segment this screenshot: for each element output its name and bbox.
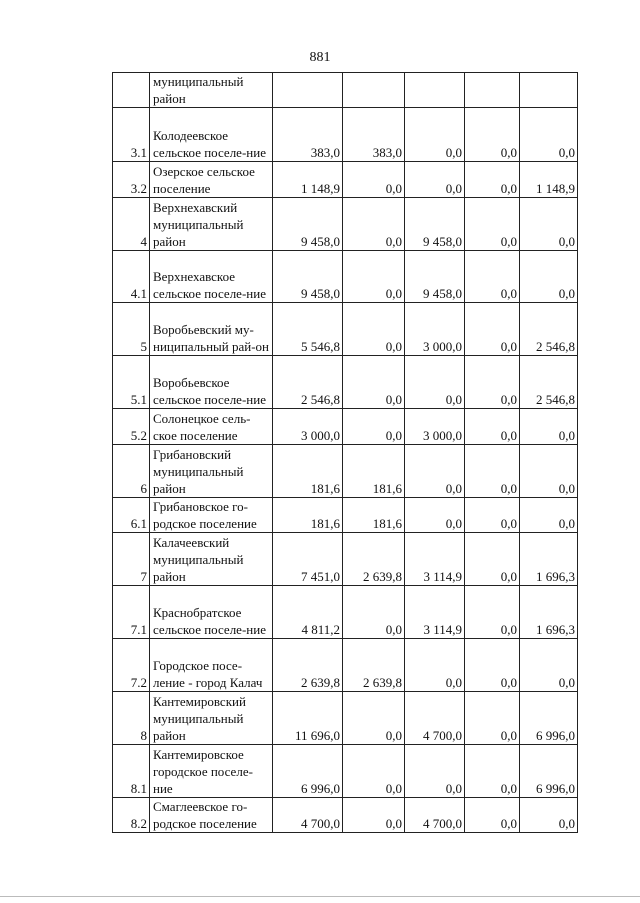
- table-row: [113, 533, 578, 586]
- value-cell-total: 7 451,0: [273, 533, 343, 586]
- value-cell-total: 2 639,8: [273, 639, 343, 692]
- value-cell-col3: [405, 73, 465, 108]
- value-cell-col5: 1 696,3: [520, 586, 578, 639]
- value-cell-col4: 0,0: [465, 409, 520, 445]
- value-cell-total: 4 811,2: [273, 586, 343, 639]
- row-number-cell: 8: [113, 692, 150, 745]
- table-row: [113, 198, 578, 251]
- table-row: [113, 303, 578, 356]
- table-row: [113, 498, 578, 533]
- value-cell-col3: 0,0: [405, 356, 465, 409]
- value-cell-col3: 0,0: [405, 108, 465, 162]
- value-cell-col2: 181,6: [343, 498, 405, 533]
- row-number-cell: 8.1: [113, 745, 150, 798]
- value-cell-col3: 0,0: [405, 639, 465, 692]
- municipality-name-cell: Смаглеевское го-родское поселение: [150, 798, 273, 833]
- value-cell-col5: 0,0: [520, 251, 578, 303]
- value-cell-col2: 0,0: [343, 798, 405, 833]
- value-cell-col3: 4 700,0: [405, 798, 465, 833]
- municipality-name-cell: Краснобратское сельское поселе-ние: [150, 586, 273, 639]
- table-row: [113, 251, 578, 303]
- value-cell-total: 9 458,0: [273, 198, 343, 251]
- municipality-name-cell: Солонецкое сель-ское поселение: [150, 409, 273, 445]
- value-cell-total: 3 000,0: [273, 409, 343, 445]
- value-cell-col2: 0,0: [343, 251, 405, 303]
- value-cell-total: 383,0: [273, 108, 343, 162]
- row-number-cell: 7.2: [113, 639, 150, 692]
- table-row: [113, 692, 578, 745]
- value-cell-col2: 0,0: [343, 692, 405, 745]
- table-body: [113, 73, 578, 833]
- value-cell-col5: 1 148,9: [520, 162, 578, 198]
- municipality-name-cell: Калачеевский муниципальный район: [150, 533, 273, 586]
- value-cell-col5: 2 546,8: [520, 303, 578, 356]
- value-cell-total: 181,6: [273, 445, 343, 498]
- value-cell-total: 181,6: [273, 498, 343, 533]
- table-row: [113, 639, 578, 692]
- value-cell-col4: 0,0: [465, 745, 520, 798]
- value-cell-col2: 0,0: [343, 409, 405, 445]
- value-cell-col2: 0,0: [343, 198, 405, 251]
- value-cell-total: 4 700,0: [273, 798, 343, 833]
- row-number-cell: 3.1: [113, 108, 150, 162]
- value-cell-total: 1 148,9: [273, 162, 343, 198]
- value-cell-col4: 0,0: [465, 162, 520, 198]
- page-bottom-divider: [0, 896, 640, 897]
- municipality-name-cell: Грибановский муниципальный район: [150, 445, 273, 498]
- value-cell-total: 9 458,0: [273, 251, 343, 303]
- value-cell-col4: [465, 73, 520, 108]
- value-cell-col3: 0,0: [405, 498, 465, 533]
- municipality-name-cell: Колодеевское сельское поселе-ние: [150, 108, 273, 162]
- table-row: [113, 356, 578, 409]
- municipality-name-cell: Грибановское го-родское поселение: [150, 498, 273, 533]
- row-number-cell: 8.2: [113, 798, 150, 833]
- value-cell-col2: 2 639,8: [343, 533, 405, 586]
- value-cell-col3: 9 458,0: [405, 198, 465, 251]
- row-number-cell: 6: [113, 445, 150, 498]
- value-cell-col3: 3 000,0: [405, 303, 465, 356]
- table-row: [113, 798, 578, 833]
- value-cell-col4: 0,0: [465, 356, 520, 409]
- row-number-cell: [113, 73, 150, 108]
- value-cell-col2: 181,6: [343, 445, 405, 498]
- value-cell-col2: 0,0: [343, 586, 405, 639]
- value-cell-col3: 0,0: [405, 162, 465, 198]
- value-cell-col3: 4 700,0: [405, 692, 465, 745]
- value-cell-col5: 0,0: [520, 798, 578, 833]
- value-cell-col2: 383,0: [343, 108, 405, 162]
- value-cell-col2: 2 639,8: [343, 639, 405, 692]
- municipality-name-cell: Воробьевское сельское поселе-ние: [150, 356, 273, 409]
- table-row: [113, 73, 578, 108]
- value-cell-col5: 2 546,8: [520, 356, 578, 409]
- row-number-cell: 4.1: [113, 251, 150, 303]
- table-row: [113, 586, 578, 639]
- value-cell-col4: 0,0: [465, 586, 520, 639]
- value-cell-col4: 0,0: [465, 108, 520, 162]
- value-cell-col2: 0,0: [343, 303, 405, 356]
- value-cell-col5: 0,0: [520, 198, 578, 251]
- value-cell-col2: 0,0: [343, 745, 405, 798]
- value-cell-col5: 0,0: [520, 498, 578, 533]
- value-cell-col3: 9 458,0: [405, 251, 465, 303]
- value-cell-col4: 0,0: [465, 692, 520, 745]
- municipality-name-cell: Верхнехавский муниципальный район: [150, 198, 273, 251]
- value-cell-col5: [520, 73, 578, 108]
- municipality-name-cell: Кантемировский муниципальный район: [150, 692, 273, 745]
- value-cell-total: 2 546,8: [273, 356, 343, 409]
- value-cell-col5: 0,0: [520, 639, 578, 692]
- row-number-cell: 7: [113, 533, 150, 586]
- value-cell-col2: [343, 73, 405, 108]
- value-cell-col5: 1 696,3: [520, 533, 578, 586]
- table-row: [113, 162, 578, 198]
- municipality-name-cell: Городское посе-ление - город Калач: [150, 639, 273, 692]
- value-cell-total: [273, 73, 343, 108]
- table-row: [113, 745, 578, 798]
- value-cell-col5: 0,0: [520, 409, 578, 445]
- value-cell-col4: 0,0: [465, 498, 520, 533]
- row-number-cell: 3.2: [113, 162, 150, 198]
- value-cell-col2: 0,0: [343, 356, 405, 409]
- row-number-cell: 5.1: [113, 356, 150, 409]
- municipality-name-cell: Кантемировское городское поселе-ние: [150, 745, 273, 798]
- municipality-name-cell: Верхнехавское сельское поселе-ние: [150, 251, 273, 303]
- municipality-name-cell: муниципальный район: [150, 73, 273, 108]
- budget-table: [112, 72, 578, 833]
- value-cell-col5: 6 996,0: [520, 692, 578, 745]
- row-number-cell: 5: [113, 303, 150, 356]
- value-cell-total: 6 996,0: [273, 745, 343, 798]
- value-cell-col3: 0,0: [405, 445, 465, 498]
- municipality-name-cell: Озерское сельское поселение: [150, 162, 273, 198]
- table-row: [113, 445, 578, 498]
- table-row: [113, 108, 578, 162]
- page-number: 881: [309, 50, 331, 65]
- value-cell-col4: 0,0: [465, 798, 520, 833]
- value-cell-col4: 0,0: [465, 533, 520, 586]
- municipality-name-cell: Воробьевский му-ниципальный рай-он: [150, 303, 273, 356]
- value-cell-total: 5 546,8: [273, 303, 343, 356]
- value-cell-col3: 3 114,9: [405, 586, 465, 639]
- value-cell-col4: 0,0: [465, 445, 520, 498]
- value-cell-col3: 3 000,0: [405, 409, 465, 445]
- value-cell-total: 11 696,0: [273, 692, 343, 745]
- value-cell-col4: 0,0: [465, 251, 520, 303]
- value-cell-col5: 0,0: [520, 445, 578, 498]
- value-cell-col3: 0,0: [405, 745, 465, 798]
- value-cell-col4: 0,0: [465, 639, 520, 692]
- row-number-cell: 6.1: [113, 498, 150, 533]
- value-cell-col3: 3 114,9: [405, 533, 465, 586]
- value-cell-col5: 0,0: [520, 108, 578, 162]
- value-cell-col4: 0,0: [465, 303, 520, 356]
- value-cell-col5: 6 996,0: [520, 745, 578, 798]
- table-row: [113, 409, 578, 445]
- row-number-cell: 4: [113, 198, 150, 251]
- row-number-cell: 5.2: [113, 409, 150, 445]
- value-cell-col2: 0,0: [343, 162, 405, 198]
- row-number-cell: 7.1: [113, 586, 150, 639]
- value-cell-col4: 0,0: [465, 198, 520, 251]
